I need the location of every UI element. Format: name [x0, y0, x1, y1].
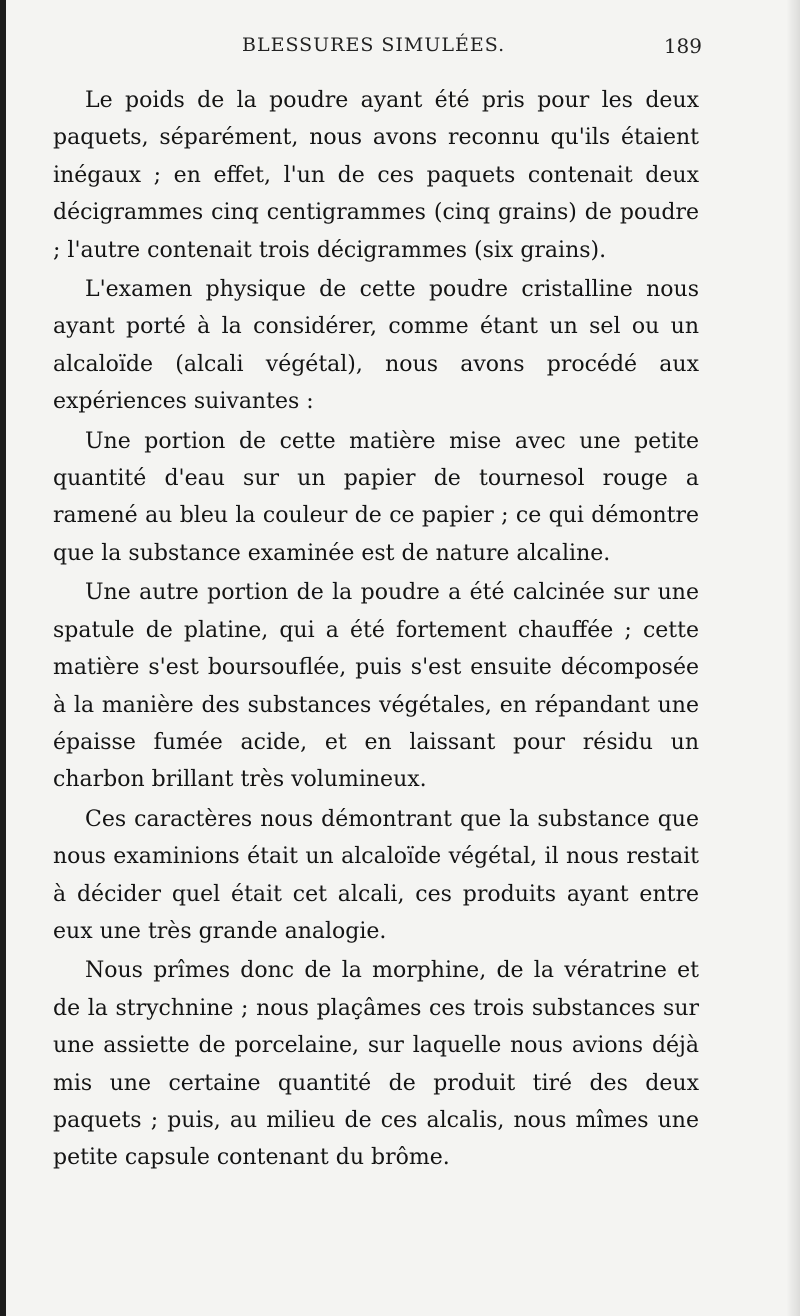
paragraph-calcination: Une autre portion de la poudre a été calcinée sur une spatule de platine, qui a été fortement chauffée ; cette matière s'est boursouflée, puis s'est ensuite décomposée à la manière des substances végétales, en répandant une épaisse fumée acide, et en laissant pour résidu un charbon brillant très volumineux. — [53, 580, 699, 793]
running-title: BLESSURES SIMULÉES. — [242, 34, 506, 56]
paragraph-powder-weight: Le poids de la poudre ayant été pris pour les deux paquets, séparément, nous avons reconnu qu'ils étaient inégaux ; en effet, l'un de ces paquets contenait deux décigrammes cinq centigrammes (cinq grains) de poudre ; l'autre contenait trois décigrammes (six grains). — [53, 88, 699, 263]
page-number: 189 — [663, 34, 702, 58]
running-head — [54, 34, 702, 66]
paragraph-comparison-experiment: Nous prîmes donc de la morphine, de la vératrine et de la strychnine ; nous plaçâmes ces trois substances sur une assiette de porcelaine, sur laquelle nous avions déjà mis une certaine quantité de produit tiré des deux paquets ; puis, au milieu de ces alcalis, nous mîmes une petite capsule contenant du brôme. — [53, 958, 699, 1171]
body-text — [53, 82, 699, 1177]
paragraph-alkaloid-conclusion: Ces caractères nous démontrant que la substance que nous examinions était un alcaloïde végétal, il nous restait à décider quel était cet alcali, ces produits ayant entre eux une très grande analogie. — [53, 806, 699, 944]
paragraph-physical-exam: L'examen physique de cette poudre cristalline nous ayant porté à la considérer, comme étant un sel ou un alcaloïde (alcali végétal), nous avons procédé aux expériences suivantes : — [53, 277, 699, 415]
paragraph-litmus-test: Une portion de cette matière mise avec une petite quantité d'eau sur un papier de tournesol rouge a ramené au bleu la couleur de ce papier ; ce qui démontre que la substance examinée est de nature alcaline. — [53, 428, 699, 566]
